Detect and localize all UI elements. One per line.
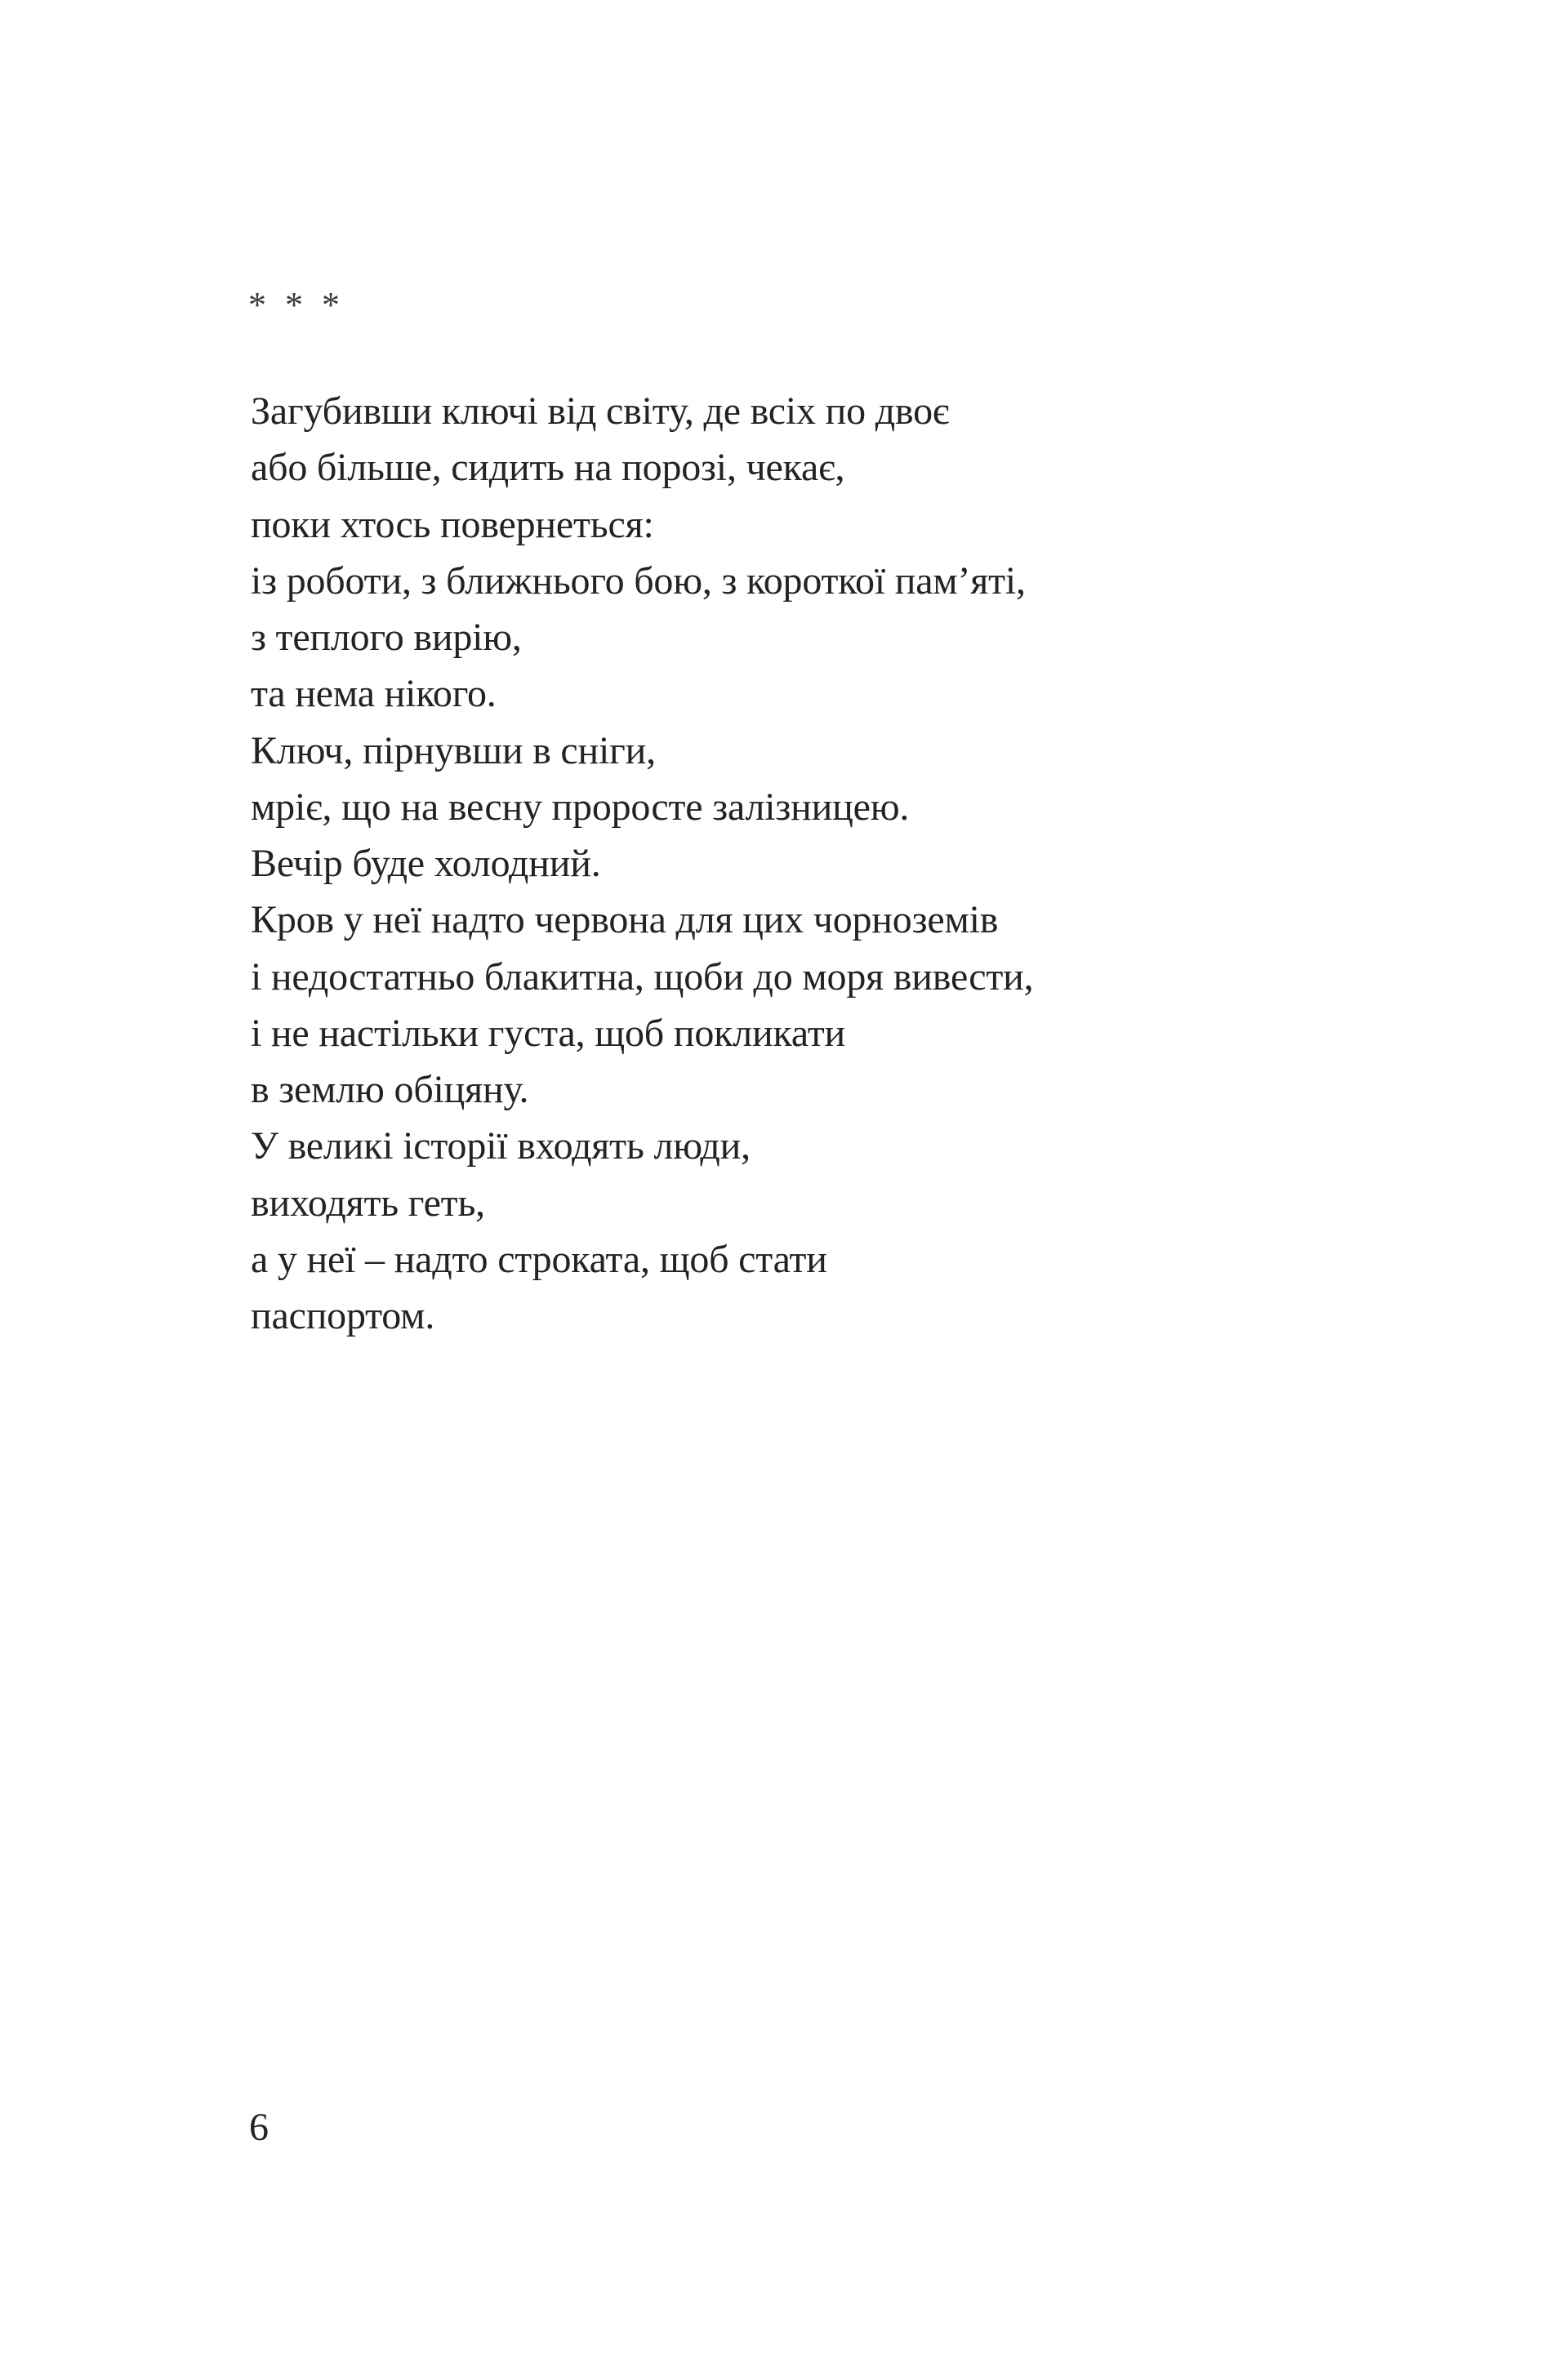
poem-line: і не настільки густа, щоб покликати [251,1011,846,1055]
poem-line: У великі історії входять люди, [251,1124,751,1168]
poem-line: і недостатньо блакитна, щоби до моря вивести, [251,954,1034,999]
poem-line: виходять геть, [251,1181,485,1225]
poem-body [251,383,1394,1344]
poem-line: Вечір буде холодний. [251,842,601,885]
poem-line: Ключ, пірнувши в сніги, [251,728,656,772]
poem-line: поки хтось повернеться: [251,502,654,546]
poem-line: в землю обіцяну. [251,1068,529,1111]
poem-line: з теплого вирію, [251,616,522,659]
poem-line: Загубивши ключі від світу, де всіх по двоє [251,389,950,433]
section-ornament-asterisks: * * * [248,285,345,325]
poem-line: та нема нікого. [251,672,497,716]
page-number: 6 [249,2106,269,2149]
poem-line: паспортом. [251,1294,435,1337]
poem-line: із роботи, з ближнього бою, з короткої пам’яті, [251,558,1026,603]
poem-line: або більше, сидить на порозі, чекає, [251,446,845,490]
poem-line: мріє, що на весну проросте залізницею. [251,785,910,829]
poem-line: а у неї – надто строката, щоб стати [251,1237,827,1281]
poem-line: Кров у неї надто червона для цих чорноземів [251,898,999,942]
